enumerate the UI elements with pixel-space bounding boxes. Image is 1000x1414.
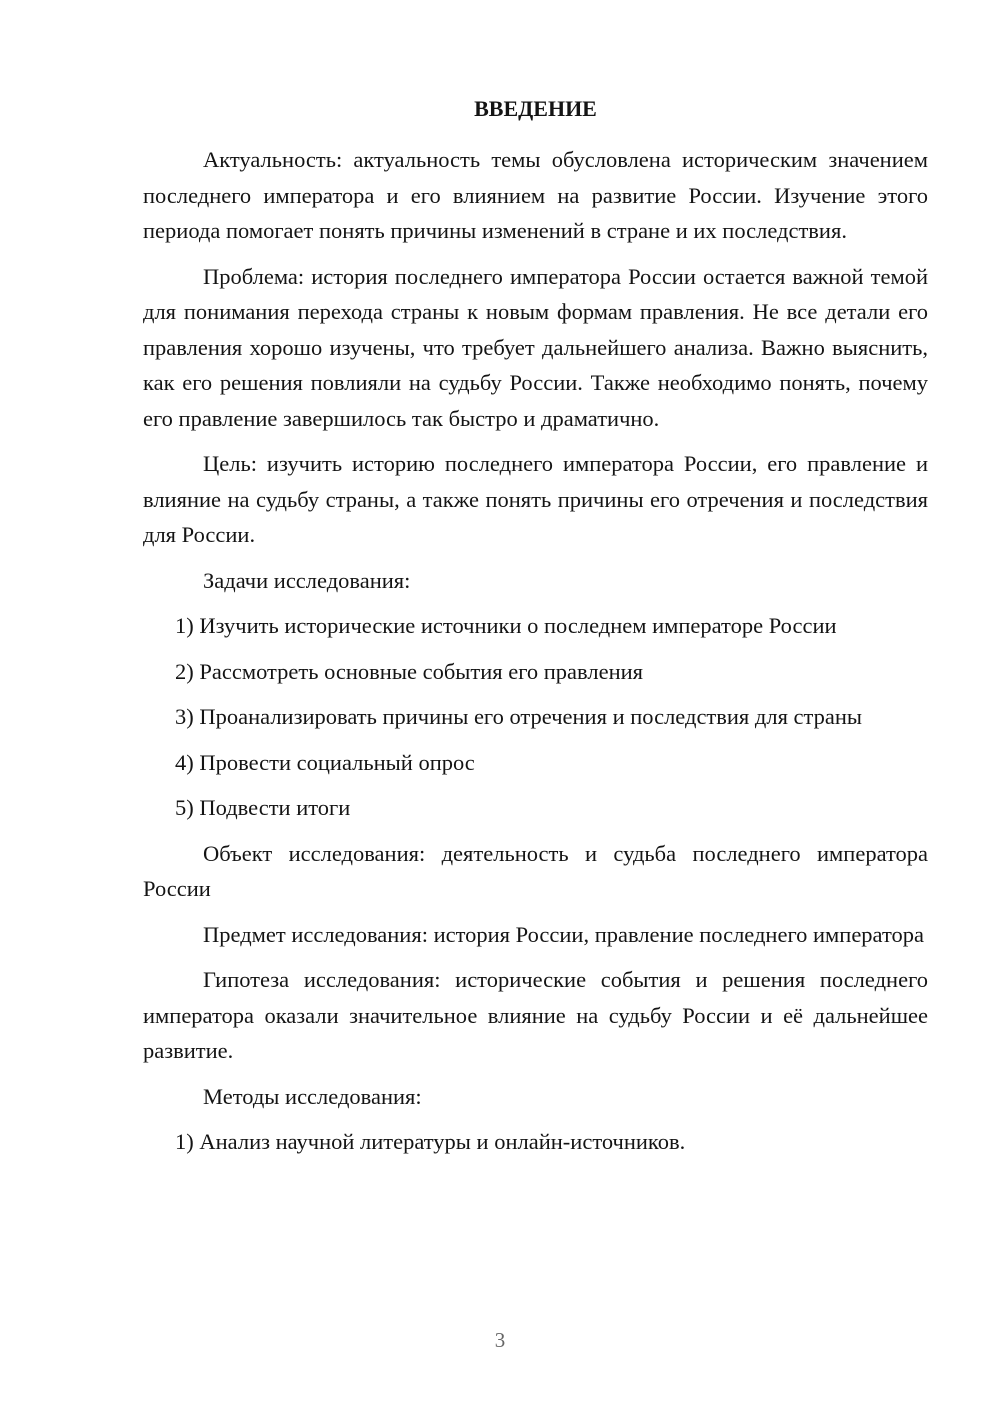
task-item: 3) Проанализировать причины его отречения и последствия для страны (175, 704, 863, 729)
task-item: 1) Изучить исторические источники о последнем императоре России (175, 613, 837, 638)
methods-heading: Методы исследования: (203, 1083, 422, 1109)
task-item: 5) Подвести итоги (175, 795, 351, 820)
relevance-paragraph: Актуальность: актуальность темы обусловлена историческим значением последнего императора и его влиянием на развитие России. Изучение этого периода помогает понять причины изменений в стране и их последствия. (143, 147, 928, 243)
method-item: 1) Анализ научной литературы и онлайн-источников. (175, 1129, 686, 1154)
task-item: 4) Провести социальный опрос (175, 749, 475, 775)
tasks-heading: Задачи исследования: (203, 567, 411, 593)
goal-paragraph: Цель: изучить историю последнего императора России, его правление и влияние на судьбу страны, а также понять причины его отречения и последствия для России. (143, 451, 928, 547)
page-number: 3 (494, 1328, 506, 1352)
task-item: 2) Рассмотреть основные события его правления (175, 658, 644, 684)
problem-paragraph: Проблема: история последнего императора России остается важной темой для понимания перехода страны к новым формам правления. Не все детали его правления хорошо изучены, что требует дальнейшего анализа. Важно выяснить, как его решения повлияли на судьбу России. Также необходимо понять, почему его правление завершилось так быстро и драматично. (143, 263, 928, 431)
hypothesis-paragraph: Гипотеза исследования: исторические события и решения последнего императора оказали значительное влияние на судьбу России и её дальнейшее развитие. (143, 967, 928, 1063)
object-paragraph: Объект исследования: деятельность и судьба последнего императора России (143, 840, 928, 901)
subject-paragraph: Предмет исследования: история России, правление последнего императора (203, 921, 924, 947)
section-title: ВВЕДЕНИЕ (474, 96, 597, 121)
